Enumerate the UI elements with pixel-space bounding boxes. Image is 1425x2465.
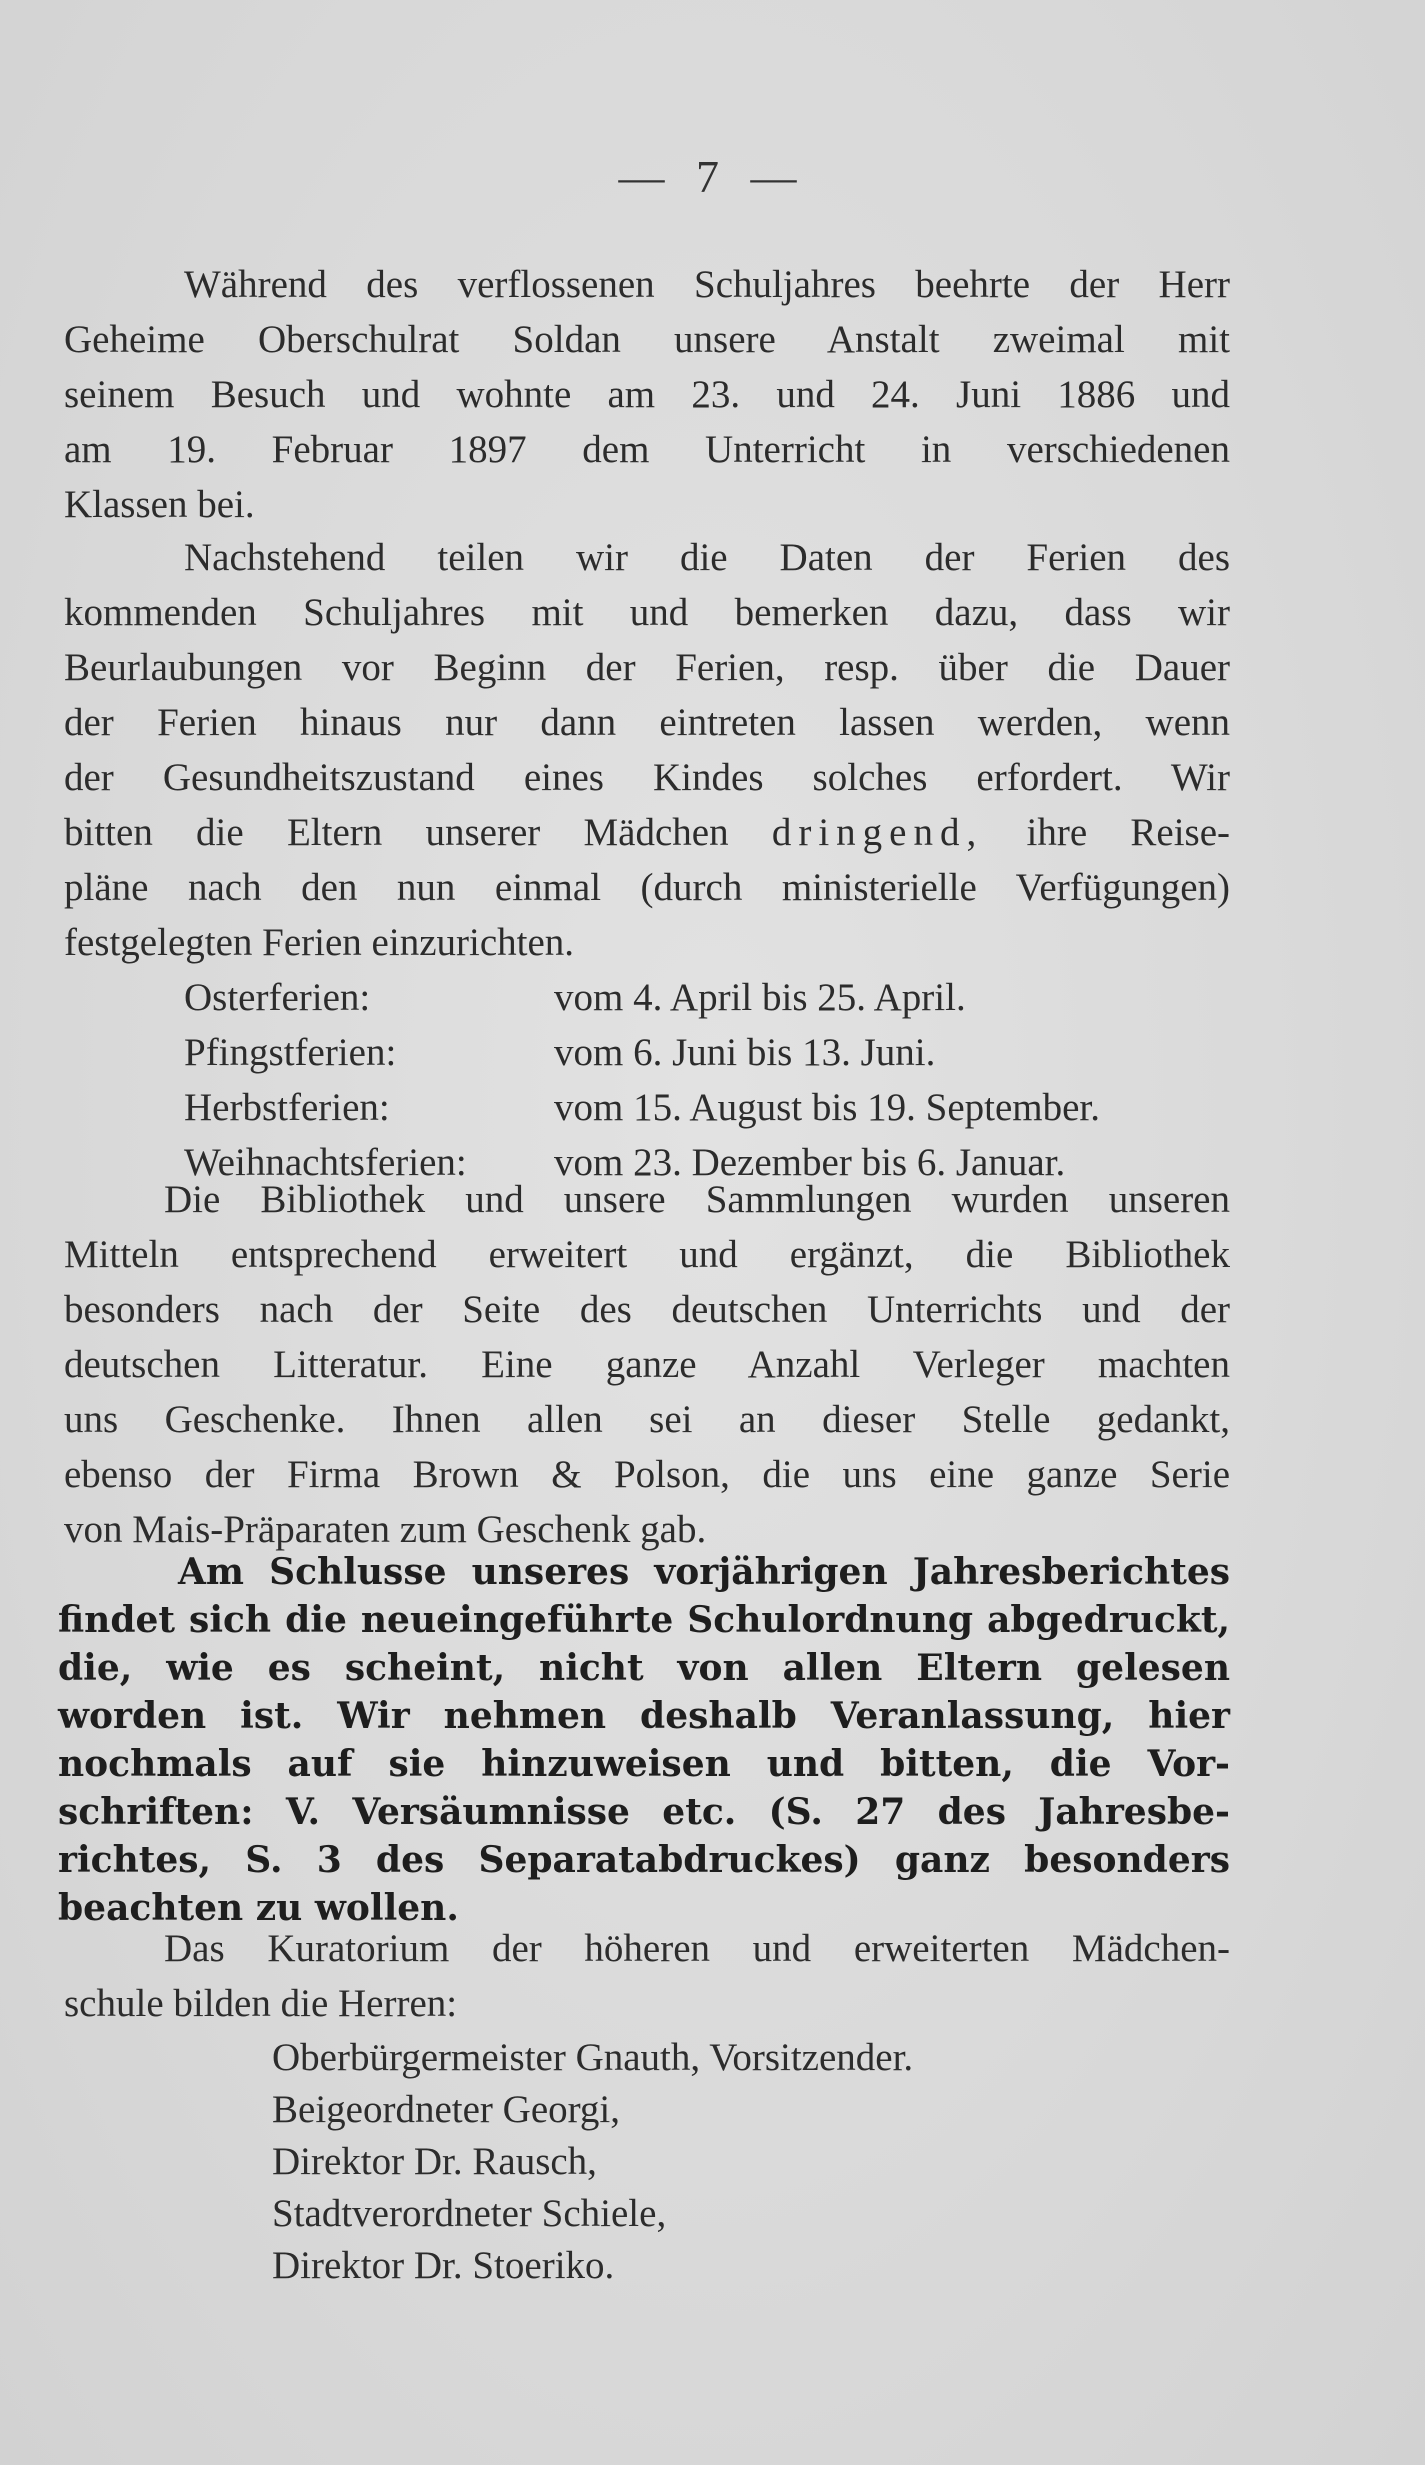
paragraph-holidays-intro: [64, 530, 1230, 970]
text-line: Klassen bei.: [64, 483, 255, 526]
board-member: Direktor Dr. Stoeriko.: [272, 2244, 615, 2287]
holiday-list: [64, 970, 1230, 1190]
text-line: deutschen Litteratur. Eine ganze Anzahl Verleger machten: [64, 1343, 1230, 1386]
text-line: seinem Besuch und wohnte am 23. und 24. Juni 1886 und: [64, 373, 1230, 416]
text-line: worden ist. Wir nehmen deshalb Veranlassung, hier: [58, 1695, 1230, 1737]
holiday-name: Herbstferien:: [184, 1086, 390, 1129]
text-line: Geheime Oberschulrat Soldan unsere Anstalt zweimal mit: [64, 318, 1230, 361]
text-line: der Gesundheitszustand eines Kindes solches erfordert. Wir: [64, 756, 1230, 799]
text-line: von Mais-Präparaten zum Geschenk gab.: [64, 1508, 707, 1551]
text-line: schriften: V. Versäumnisse etc. (S. 27 des Jahresbe-: [58, 1791, 1230, 1833]
text-line: besonders nach der Seite des deutschen Unterrichts und der: [64, 1288, 1230, 1331]
text-line: [64, 805, 1230, 860]
text-line: Das Kuratorium der höheren und erweiterten Mädchen-: [164, 1927, 1230, 1970]
holiday-dates: vom 15. August bis 19. September.: [554, 1086, 1100, 1129]
holiday-dates: vom 4. April bis 25. April.: [554, 976, 966, 1019]
text-line: Am Schlusse unseres vorjährigen Jahresberichtes: [178, 1551, 1230, 1593]
text-line: schule bilden die Herren:: [64, 1982, 458, 2025]
board-member-list: [272, 2032, 913, 2292]
holiday-name: Weihnachtsferien:: [184, 1141, 467, 1184]
text-line: Mitteln entsprechend erweitert und ergänzt, die Bibliothek: [64, 1233, 1230, 1276]
board-member: Beigeordneter Georgi,: [272, 2088, 620, 2131]
paragraph-inspection-visit: [64, 257, 1230, 532]
text-line: findet sich die neueingeführte Schulordnung abgedruckt,: [58, 1599, 1230, 1641]
text-line: kommenden Schuljahres mit und bemerken dazu, dass wir: [64, 591, 1230, 634]
holiday-dates: vom 6. Juni bis 13. Juni.: [554, 1031, 936, 1074]
paragraph-school-rules-notice: [58, 1548, 1230, 1932]
text-line: pläne nach den nun einmal (durch ministerielle Verfügungen): [64, 866, 1230, 909]
holiday-row: [64, 1080, 1230, 1135]
text-line: am 19. Februar 1897 dem Unterricht in verschiedenen: [64, 428, 1230, 471]
holiday-name: Pfingstferien:: [184, 1031, 397, 1074]
paragraph-board: [64, 1921, 1230, 2031]
holiday-dates: vom 23. Dezember bis 6. Januar.: [554, 1141, 1066, 1184]
text-line: Beurlaubungen vor Beginn der Ferien, resp. über die Dauer: [64, 646, 1230, 689]
text-line: der Ferien hinaus nur dann eintreten lassen werden, wenn: [64, 701, 1230, 744]
paragraph-library: [64, 1172, 1230, 1557]
board-member: Stadtverordneter Schiele,: [272, 2192, 667, 2235]
text-line: ebenso der Firma Brown & Polson, die uns eine ganze Serie: [64, 1453, 1230, 1496]
holiday-row: [64, 1025, 1230, 1080]
text-line: die, wie es scheint, nicht von allen Eltern gelesen: [58, 1647, 1230, 1689]
board-member: Direktor Dr. Rausch,: [272, 2140, 597, 2183]
holiday-row: [64, 970, 1230, 1025]
page-number: — 7 —: [618, 151, 807, 202]
text-line: Während des verflossenen Schuljahres beehrte der Herr: [184, 263, 1230, 306]
text-line: Nachstehend teilen wir die Daten der Ferien des: [184, 536, 1230, 579]
text-fragment: ihre Reise-: [1026, 811, 1231, 854]
emphasized-word: dringend,: [771, 811, 984, 854]
text-line: uns Geschenke. Ihnen allen sei an dieser Stelle gedankt,: [64, 1398, 1230, 1441]
text-line: richtes, S. 3 des Separatabdruckes) ganz besonders: [58, 1839, 1230, 1881]
text-fragment: bitten die Eltern unserer Mädchen: [64, 811, 729, 854]
text-line: festgelegten Ferien einzurichten.: [64, 921, 575, 964]
text-line: Die Bibliothek und unsere Sammlungen wurden unseren: [164, 1178, 1230, 1221]
holiday-name: Osterferien:: [184, 976, 371, 1019]
text-line: beachten zu wollen.: [58, 1887, 459, 1929]
text-line: nochmals auf sie hinzuweisen und bitten, die Vor-: [58, 1743, 1230, 1785]
board-member: Oberbürgermeister Gnauth, Vorsitzender.: [272, 2036, 914, 2079]
